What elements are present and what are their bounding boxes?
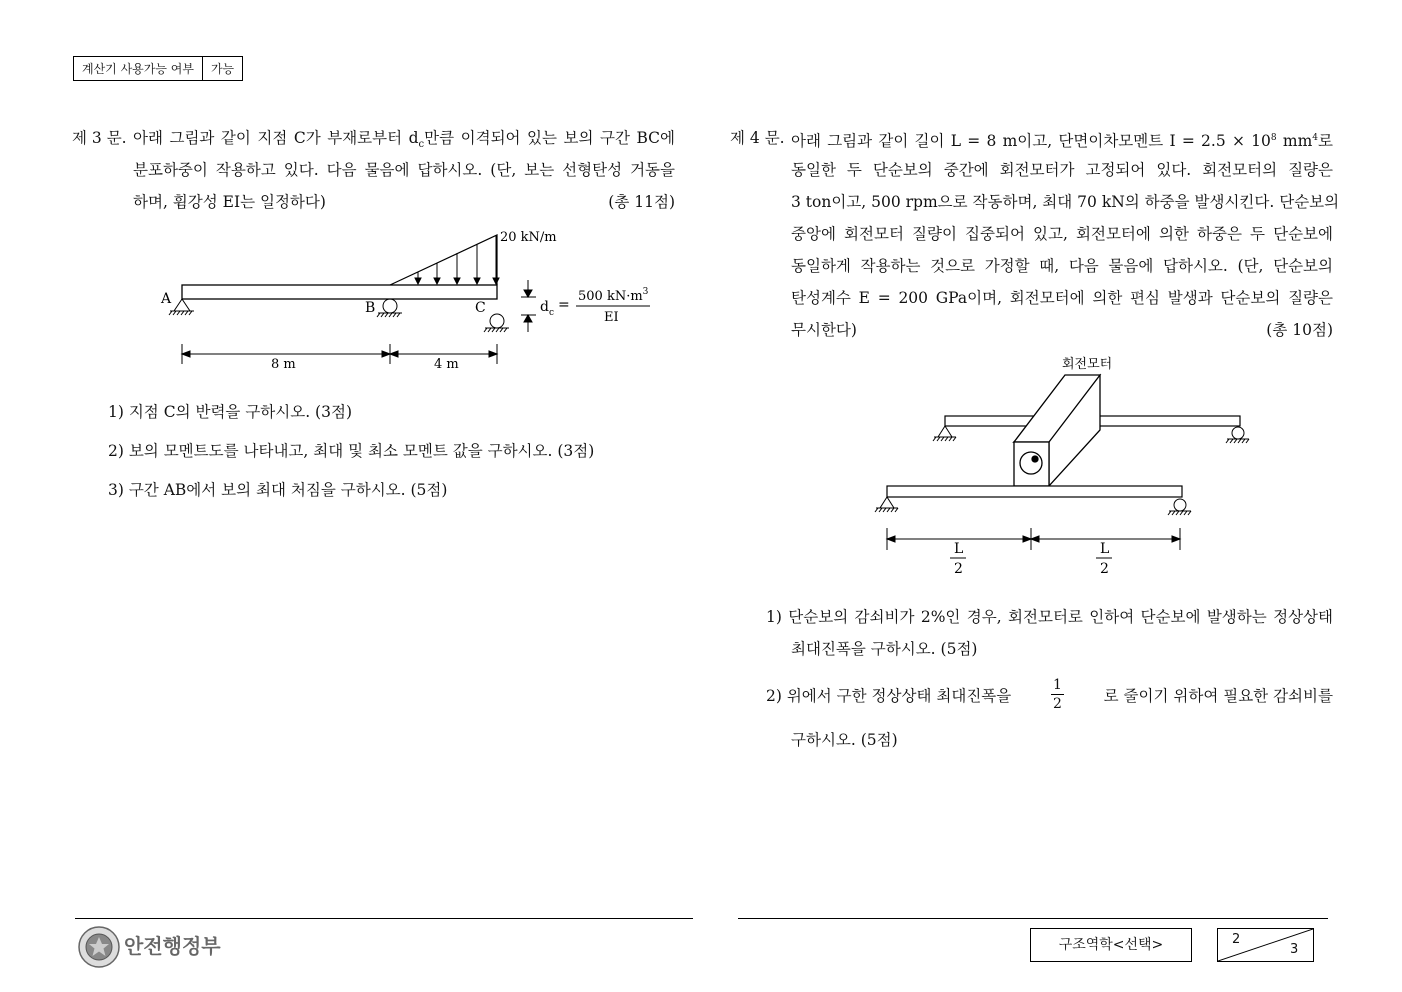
half-fraction: $\frac{1}{2}$ — [1052, 677, 1062, 712]
q3-load-arrows — [415, 236, 499, 284]
q4-line3: 3 ton이고, 500 rpm으로 작동하며, 최대 70 kN의 하중을 발생시킨다. 단순보의 — [791, 193, 1340, 211]
subject-box: 구조역학<선택> — [1030, 928, 1192, 962]
q4-line7: 무시한다) — [791, 321, 857, 339]
q3-line1: 아래 그림과 같이 지점 C가 부재로부터 $d_c$만큼 이격되어 있는 보의 구간 BC에 — [133, 129, 675, 151]
support-a-pin — [169, 299, 194, 315]
front-beam-right-roller — [1168, 499, 1191, 515]
calculator-label: 계산기 사용가능 여부 — [82, 62, 194, 76]
q4-motor-figure — [870, 350, 1260, 582]
label-c: C — [475, 300, 486, 316]
motor-label: 회전모터 — [1062, 357, 1113, 372]
dim-right-den: 2 — [1100, 561, 1109, 577]
q3-beam — [182, 285, 497, 299]
label-b: B — [365, 300, 376, 316]
q4-item-1-line1: 1) 단순보의 감쇠비가 2%인 경우, 회전모터로 인하여 단순보에 발생하는 정상상태 — [766, 608, 1333, 626]
q3-item-1: 1) 지점 C의 반력을 구하시오. (3점) — [108, 403, 352, 421]
dc-equals: = — [558, 297, 570, 313]
support-c-roller — [484, 314, 509, 332]
q3-item-2: 2) 보의 모멘트도를 나타내고, 최대 및 최소 모멘트 값을 구하시오. (3점) — [108, 442, 595, 460]
dc-denominator: EI — [604, 310, 619, 325]
dim-4m: 4 m — [434, 357, 459, 372]
q3-number: 제 3 문. — [72, 129, 127, 147]
page-total: 3 — [1290, 942, 1299, 957]
dc-gap-indicator — [521, 280, 536, 332]
q3-beam-figure — [150, 220, 670, 380]
support-b-roller — [377, 299, 402, 317]
q4-item-2-line2: 구하시오. (5점) — [791, 731, 898, 749]
q4-item-1-line2: 최대진폭을 구하시오. (5점) — [791, 640, 978, 658]
dc-symbol: $d_c$ — [540, 299, 555, 318]
dim-left-num: L — [954, 541, 964, 557]
q4-line1: 아래 그림과 같이 길이 L = 8 m이고, 단면이차모멘트 $I = 2.5 \times 10^8$ $mm^4$로 — [791, 132, 1333, 151]
q4-line2: 동일한 두 단순보의 중간에 회전모터가 고정되어 있다. 회전모터의 질량은 — [791, 161, 1333, 179]
footer-rule-right — [738, 918, 1328, 919]
page-number-box — [1217, 928, 1314, 962]
q3-load-label: 20 kN/m — [500, 230, 557, 245]
ministry-name: 안전행정부 — [124, 934, 221, 958]
q4-item-2-line1: 2) 위에서 구한 정상상태 최대진폭을 $\frac{1}{2}$ 로 줄이기 위하여 필요한 감쇠비를 — [766, 677, 1333, 712]
dc-numerator: 500 $kN\cdot m^3$ — [578, 287, 649, 304]
back-beam-right-roller — [1226, 427, 1249, 443]
rotating-motor — [1014, 375, 1100, 486]
q3-item-3: 3) 구간 AB에서 보의 최대 처짐을 구하시오. (5점) — [108, 481, 448, 499]
q4-line4: 중앙에 회전모터 질량이 집중되어 있고, 회전모터에 의한 하중은 두 단순보에 — [791, 225, 1333, 243]
q4-line6: 탄성계수 E = 200 GPa이며, 회전모터에 의한 편심 발생과 단순보의 질량은 — [791, 289, 1333, 307]
calculator-usage-box — [73, 56, 243, 81]
q4-points: (총 10점) — [1266, 321, 1333, 339]
label-a: A — [161, 291, 172, 307]
front-beam-left-pin — [875, 497, 898, 512]
q3-distributed-load — [390, 235, 497, 285]
page-current: 2 — [1232, 932, 1241, 947]
dim-right-num: L — [1100, 541, 1110, 557]
ministry-seal-icon — [77, 925, 121, 969]
calculator-value: 가능 — [202, 57, 242, 80]
back-beam-left-pin — [933, 426, 956, 441]
q4-dimension-line — [887, 528, 1180, 550]
dim-left-den: 2 — [954, 561, 963, 577]
q4-line5: 동일하게 작용하는 것으로 가정할 때, 다음 물음에 답하시오. (단, 단순보의 — [791, 257, 1333, 275]
footer-rule-left — [75, 918, 693, 919]
q3-line2: 분포하중이 작용하고 있다. 다음 물음에 답하시오. (단, 보는 선형탄성 거동을 — [133, 161, 675, 179]
q3-line3: 하며, 휨강성 EI는 일정하다) — [133, 193, 326, 211]
dim-8m: 8 m — [271, 357, 296, 372]
front-beam — [887, 486, 1182, 497]
q4-number: 제 4 문. — [730, 129, 785, 147]
q3-points: (총 11점) — [608, 193, 675, 211]
